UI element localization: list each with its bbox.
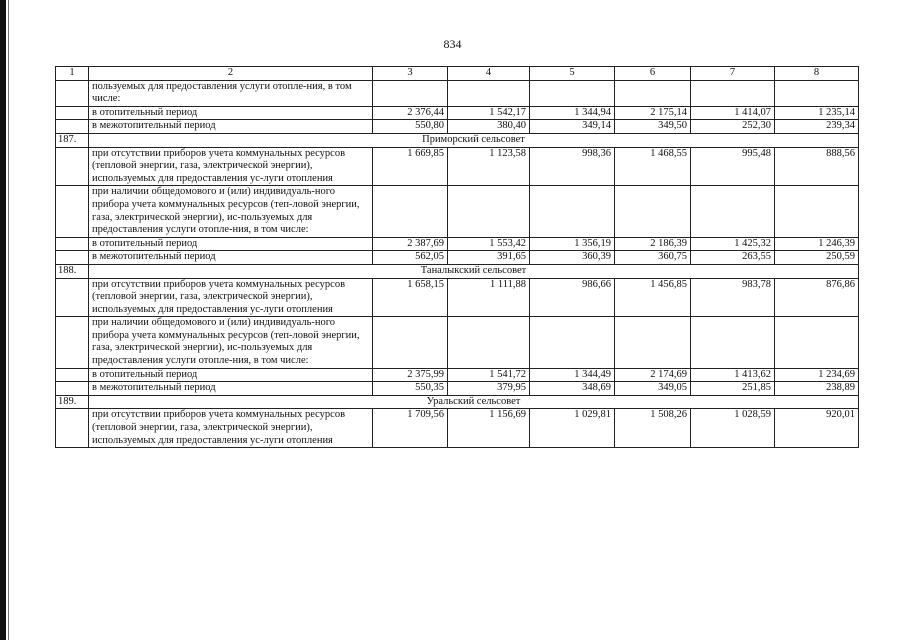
tariff-table [55, 66, 859, 448]
value-cell: 2 387,69 [373, 237, 448, 251]
period-row [56, 251, 859, 265]
period-row [56, 368, 859, 382]
period-row [56, 106, 859, 120]
value-cell [615, 186, 691, 237]
period-row [56, 237, 859, 251]
value-cell: 380,40 [448, 120, 530, 134]
column-header: 1 [56, 67, 89, 81]
section-number: 187. [56, 133, 89, 147]
value-cell: 1 111,88 [448, 278, 530, 317]
column-header: 8 [775, 67, 859, 81]
row-label: в отопительный период [89, 368, 373, 382]
section-header-row [56, 264, 859, 278]
with-meter-row [56, 186, 859, 237]
value-cell [448, 80, 530, 106]
row-label: в межотопительный период [89, 120, 373, 134]
row-description: при наличии общедомового и (или) индивидуаль-ного прибора учета коммунальных ресурсов (теп-ловой энергии, газа, электрической энергии), ис-пользуемых для предоставления услуги отопле-ния, в том числе: [89, 317, 373, 368]
value-cell: 391,65 [448, 251, 530, 265]
value-cell: 562,05 [373, 251, 448, 265]
value-cell: 349,05 [615, 382, 691, 396]
no-meter-row [56, 147, 859, 186]
value-cell [775, 186, 859, 237]
value-cell: 1 344,49 [530, 368, 615, 382]
value-cell: 550,80 [373, 120, 448, 134]
row-number-cell [56, 409, 89, 448]
row-description: при отсутствии приборов учета коммунальных ресурсов (тепловой энергии, газа, электрической энергии), используемых для предоставления ус-луги отопления [89, 278, 373, 317]
row-description: при отсутствии приборов учета коммунальных ресурсов (тепловой энергии, газа, электрической энергии), используемых для предоставления ус-луги отопления [89, 409, 373, 448]
column-header: 7 [691, 67, 775, 81]
value-cell [691, 80, 775, 106]
row-label: в межотопительный период [89, 251, 373, 265]
value-cell: 550,35 [373, 382, 448, 396]
row-number-cell [56, 186, 89, 237]
row-number-cell [56, 317, 89, 368]
no-meter-row [56, 278, 859, 317]
value-cell: 1 356,19 [530, 237, 615, 251]
row-label: в отопительный период [89, 237, 373, 251]
value-cell: 1 246,39 [775, 237, 859, 251]
section-header-row [56, 395, 859, 409]
value-cell: 1 156,69 [448, 409, 530, 448]
with-meter-row [56, 317, 859, 368]
value-cell: 2 376,44 [373, 106, 448, 120]
value-cell [530, 186, 615, 237]
value-cell [775, 317, 859, 368]
column-header: 4 [448, 67, 530, 81]
value-cell: 360,39 [530, 251, 615, 265]
value-cell: 360,75 [615, 251, 691, 265]
value-cell: 1 542,17 [448, 106, 530, 120]
value-cell [448, 317, 530, 368]
value-cell: 239,34 [775, 120, 859, 134]
page-number: 834 [443, 37, 462, 51]
value-cell: 2 375,99 [373, 368, 448, 382]
row-number-cell [56, 278, 89, 317]
value-cell [530, 317, 615, 368]
value-cell: 1 028,59 [691, 409, 775, 448]
value-cell [775, 80, 859, 106]
value-cell [373, 186, 448, 237]
column-header: 5 [530, 67, 615, 81]
value-cell: 1 541,72 [448, 368, 530, 382]
row-number-cell [56, 368, 89, 382]
row-number-cell [56, 120, 89, 134]
row-number-cell [56, 382, 89, 396]
period-row [56, 382, 859, 396]
value-cell [373, 317, 448, 368]
value-cell: 2 174,69 [615, 368, 691, 382]
value-cell [530, 80, 615, 106]
value-cell [615, 317, 691, 368]
value-cell [691, 186, 775, 237]
column-header: 6 [615, 67, 691, 81]
value-cell: 986,66 [530, 278, 615, 317]
page-edge-line [8, 0, 9, 640]
no-meter-row [56, 409, 859, 448]
value-cell: 1 709,56 [373, 409, 448, 448]
value-cell [691, 317, 775, 368]
section-header-row [56, 133, 859, 147]
value-cell: 995,48 [691, 147, 775, 186]
value-cell: 1 456,85 [615, 278, 691, 317]
section-name: Таналыкский сельсовет [89, 264, 859, 278]
value-cell: 1 344,94 [530, 106, 615, 120]
section-name: Уральский сельсовет [89, 395, 859, 409]
value-cell: 349,50 [615, 120, 691, 134]
value-cell: 379,95 [448, 382, 530, 396]
value-cell: 349,14 [530, 120, 615, 134]
value-cell: 876,86 [775, 278, 859, 317]
value-cell [373, 80, 448, 106]
section-number: 188. [56, 264, 89, 278]
row-description: при отсутствии приборов учета коммунальных ресурсов (тепловой энергии, газа, электрической энергии), используемых для предоставления ус-луги отопления [89, 147, 373, 186]
value-cell: 1 553,42 [448, 237, 530, 251]
row-description: пользуемых для предоставления услуги отопле-ния, в том числе: [89, 80, 373, 106]
value-cell: 1 413,62 [691, 368, 775, 382]
column-header: 3 [373, 67, 448, 81]
value-cell [448, 186, 530, 237]
value-cell: 1 235,14 [775, 106, 859, 120]
row-description: при наличии общедомового и (или) индивидуаль-ного прибора учета коммунальных ресурсов (теп-ловой энергии, газа, электрической энергии), ис-пользуемых для предоставления услуги отопле-ния, в том числе: [89, 186, 373, 237]
value-cell: 1 508,26 [615, 409, 691, 448]
row-number-cell [56, 80, 89, 106]
value-cell: 983,78 [691, 278, 775, 317]
row-number-cell [56, 147, 89, 186]
value-cell: 1 123,58 [448, 147, 530, 186]
value-cell: 920,01 [775, 409, 859, 448]
row-label: в отопительный период [89, 106, 373, 120]
period-row [56, 120, 859, 134]
value-cell: 1 414,07 [691, 106, 775, 120]
value-cell: 1 658,15 [373, 278, 448, 317]
value-cell: 263,55 [691, 251, 775, 265]
value-cell: 348,69 [530, 382, 615, 396]
value-cell: 238,89 [775, 382, 859, 396]
table-body [56, 67, 859, 448]
value-cell: 1 234,69 [775, 368, 859, 382]
column-number-row [56, 67, 859, 81]
section-number: 189. [56, 395, 89, 409]
value-cell: 2 175,14 [615, 106, 691, 120]
value-cell: 2 186,39 [615, 237, 691, 251]
column-header: 2 [89, 67, 373, 81]
value-cell: 1 029,81 [530, 409, 615, 448]
page-edge-shadow [0, 0, 6, 640]
row-number-cell [56, 106, 89, 120]
row-number-cell [56, 237, 89, 251]
row-label: в межотопительный период [89, 382, 373, 396]
value-cell: 1 425,32 [691, 237, 775, 251]
value-cell [615, 80, 691, 106]
value-cell: 252,30 [691, 120, 775, 134]
continuation-row [56, 80, 859, 106]
section-name: Приморский сельсовет [89, 133, 859, 147]
value-cell: 1 468,55 [615, 147, 691, 186]
row-number-cell [56, 251, 89, 265]
value-cell: 250,59 [775, 251, 859, 265]
value-cell: 1 669,85 [373, 147, 448, 186]
value-cell: 888,56 [775, 147, 859, 186]
value-cell: 251,85 [691, 382, 775, 396]
value-cell: 998,36 [530, 147, 615, 186]
